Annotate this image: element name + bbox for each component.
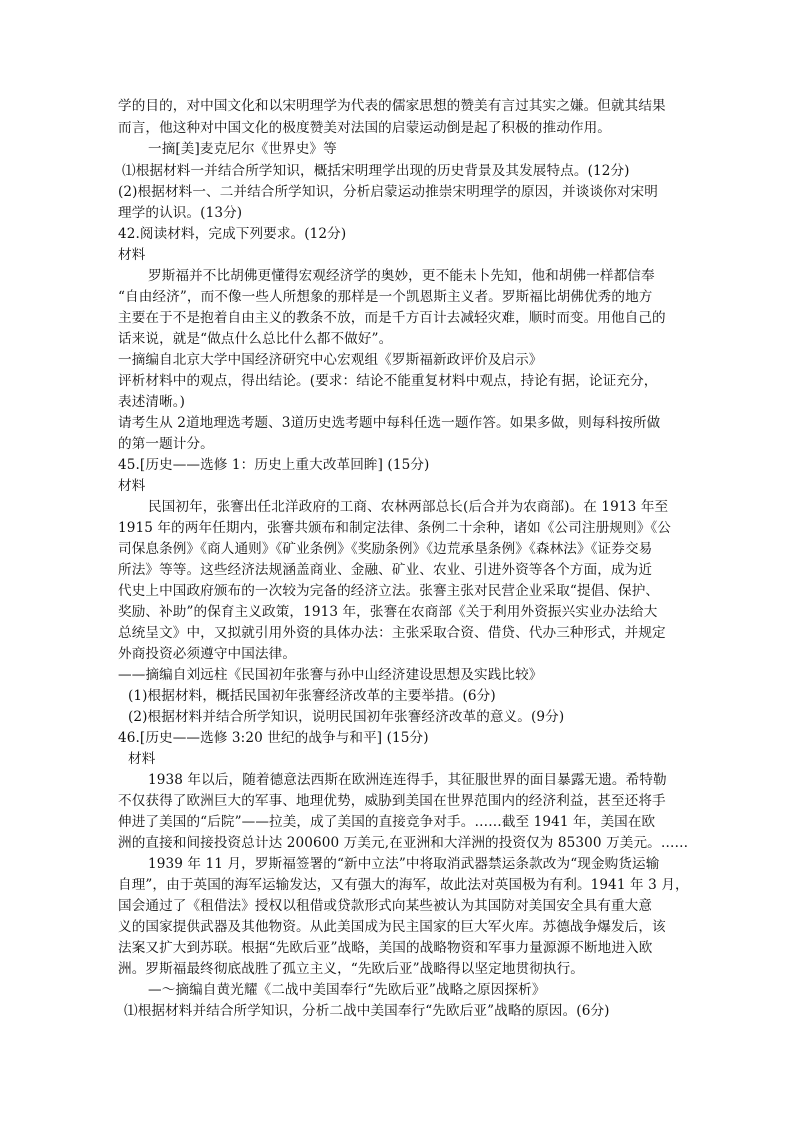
passage-line: 总统呈文》中，又拟就引用外资的具体办法：主张采取合资、借贷、代办三种形式，并规定 xyxy=(118,625,666,641)
passage-line: 不仅获得了欧洲巨大的军事、地理优势，威胁到美国在世界范围内的经济利益，甚至还将手 xyxy=(118,793,666,809)
instruction-line: 的第一题计分。 xyxy=(118,436,214,452)
passage-line: 1938 年以后，随着德意法西斯在欧洲连连得手，其征服世界的面目暴露无遗。希特勒 xyxy=(148,772,667,788)
source-citation: —～摘编自黄光耀《二战中美国奉行“先欧后亚”战略之原因探析》 xyxy=(148,982,546,998)
source-citation: 一摘编自北京大学中国经济研究中心宏观组《罗斯福新政评价及启示》 xyxy=(118,352,543,368)
question-heading: 42.阅读材料，完成下列要求。(12分) xyxy=(118,226,347,242)
instruction-line: 请考生从 2道地理选考题、3道历史选考题中每科任选一题作答。如果多做，则每科按所做 xyxy=(118,415,661,431)
passage-line: 国会通过了《租借法》授权以租借或贷款形式向某些被认为其国防对美国安全具有重大意 xyxy=(118,898,653,914)
passage-line: 自理”，由于英国的海军运输发达，又有强大的海军，故此法对英国极为有利。1941 年 3 月， xyxy=(118,877,689,893)
passage-line: 1939 年 11 月，罗斯福签署的“新中立法”中将取消武器禁运条款改为“现金购货运输 xyxy=(148,856,660,872)
passage-line: 法案又扩大到苏联。根据“先欧后亚”战略，美国的战略物资和军事力量源源不断地进入欧 xyxy=(118,940,653,956)
question-item: (2)根据材料一、二并结合所学知识，分析启蒙运动推崇宋明理学的原因，并谈谈你对宋明 xyxy=(118,184,658,200)
passage-line: 司保息条例》《商人通则》《矿业条例》《奖励条例》《边荒承垦条例》《森林法》《证券交易 xyxy=(118,541,653,557)
question-item: 理学的认识。(13分) xyxy=(118,205,243,221)
question-heading: 45.[历史——选修 1：历史上重大改革回眸] (15分) xyxy=(118,457,430,473)
material-label: 材料 xyxy=(128,751,156,767)
source-citation: 一摘[美]麦克尼尔《世界史》等 xyxy=(148,141,337,157)
passage-line: 主要在于不是抱着自由主义的教条不放，而是千方百计去减轻灾难，顺时而变。用他自己的 xyxy=(118,310,666,326)
question-item: ⑴根据材料一并结合所学知识，概括宋明理学出现的历史背景及其发展特点。(12分) xyxy=(122,163,630,179)
question-item: ⑴根据材料并结合所学知识，分析二战中美国奉行“先欧后亚”战略的原因。(6分) xyxy=(124,1003,610,1019)
source-citation: ——摘编自刘远柱《民国初年张謇与孙中山经济建设思想及实践比较》 xyxy=(118,667,543,683)
passage-line: “自由经济”，而不像一些人所想象的那样是一个凯恩斯主义者。罗斯福比胡佛优秀的地方 xyxy=(118,289,653,305)
passage-line: 学的目的，对中国文化和以宋明理学为代表的儒家思想的赞美有言过其实之嫌。但就其结果 xyxy=(118,98,666,114)
passage-line: 奖励、补助”的保育主义政策，1913 年，张謇在农商部《关于利用外资振兴实业办法给大 xyxy=(118,604,658,620)
question-item: (2)根据材料并结合所学知识，说明民国初年张謇经济改革的意义。(9分) xyxy=(128,709,565,725)
passage-line: 1915 年的两年任期内，张謇共颁布和制定法律、条例二十余种，诸如《公司注册规则》《公 xyxy=(118,520,671,536)
passage-line: 洲。罗斯福最终彻底战胜了孤立主义，“先欧后亚”战略得以坚定地贯彻执行。 xyxy=(118,961,584,977)
passage-line: 外商投资必须遵守中国法律。 xyxy=(118,646,297,662)
question-item: 表述清晰。) xyxy=(118,394,186,410)
question-heading: 46.[历史——选修 3:20 世纪的战争与和平] (15分) xyxy=(118,730,429,746)
question-item: 评析材料中的观点，得出结论。(要求：结论不能重复材料中观点，持论有据，论证充分， xyxy=(118,373,658,389)
passage-line: 代史上中国政府颁布的一次较为完备的经济立法。张謇主张对民营企业采取“提倡、保护、 xyxy=(118,583,660,599)
passage-line: 所法》等等。这些经济法规涵盖商业、金融、矿业、农业、引进外资等各个方面，成为近 xyxy=(118,562,653,578)
material-label: 材料 xyxy=(118,478,146,494)
passage-line: 罗斯福并不比胡佛更懂得宏观经济学的奥妙，更不能未卜先知，他和胡佛一样都信奉 xyxy=(148,268,655,284)
passage-line: 话来说，就是“做点什么总比什么都不做好”。 xyxy=(118,331,393,347)
passage-line: 义的国家提供武器及其他物资。从此美国成为民主国家的巨大军火库。苏德战争爆发后，该 xyxy=(118,919,666,935)
question-item: (1)根据材料，概括民国初年张謇经济改革的主要举措。(6分) xyxy=(128,688,496,704)
material-label: 材料 xyxy=(118,247,146,263)
passage-line: 民国初年，张謇出任北洋政府的工商、农林两部总长(后合并为农商部)。在 1913 年至 xyxy=(148,499,669,515)
passage-line: 洲的直接和间接投资总计达 200600 万美元,在亚洲和大洋洲的投资仅为 85300 万美元。…… xyxy=(118,835,689,851)
passage-line: 而言，他这种对中国文化的极度赞美对法国的启蒙运动倒是起了积极的推动作用。 xyxy=(118,120,611,136)
passage-line: 伸进了美国的“后院”——拉美，成了美国的直接竞争对手。……截至 1941 年，美国在欧 xyxy=(118,814,656,830)
